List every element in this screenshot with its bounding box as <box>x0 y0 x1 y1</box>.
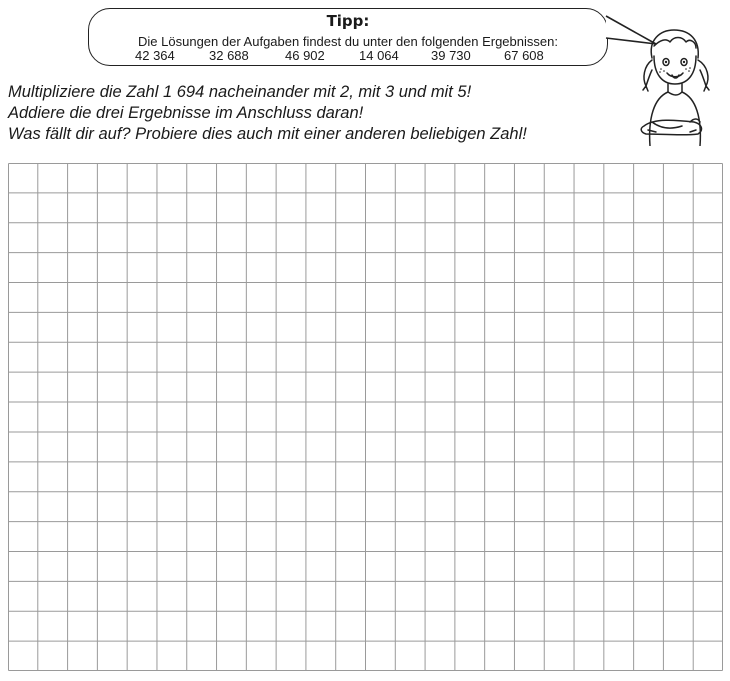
result-3: 46 902 <box>285 48 325 63</box>
task-instructions <box>8 82 527 145</box>
result-2: 32 688 <box>209 48 249 63</box>
result-6: 67 608 <box>504 48 544 63</box>
tip-bubble <box>88 8 608 66</box>
result-1: 42 364 <box>135 48 175 63</box>
task-line-2: Addiere die drei Ergebnisse im Anschluss daran! <box>8 104 364 122</box>
result-5: 39 730 <box>431 48 471 63</box>
tip-title: Tipp: <box>326 12 370 30</box>
results-list <box>135 48 564 63</box>
result-4: 14 064 <box>359 48 399 63</box>
tip-text: Die Lösungen der Aufgaben findest du unter den folgenden Ergebnissen: <box>138 34 558 49</box>
task-line-3: Was fällt dir auf? Probiere dies auch mit einer anderen beliebigen Zahl! <box>8 125 527 143</box>
task-line-1: Multipliziere die Zahl 1 694 nacheinander mit 2, mit 3 und mit 5! <box>8 83 472 101</box>
squared-grid[interactable] <box>8 163 723 671</box>
girl-illustration <box>630 22 720 146</box>
